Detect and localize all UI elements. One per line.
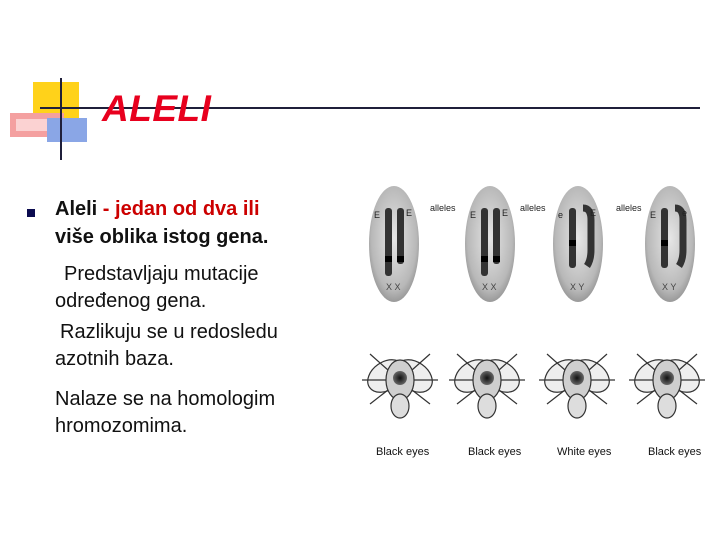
gene-label-1: E (374, 210, 381, 220)
gene-label-2: E (406, 208, 413, 218)
bullet-line-1 (55, 196, 260, 223)
bullet-line-7: Nalaze se na homologim (55, 388, 276, 410)
fly-caption-2: Black eyes (468, 446, 522, 458)
sex-label-3: X Y (570, 282, 585, 292)
gene-label-4: E (502, 208, 509, 218)
bullet-line-5: Razlikuju se u redosledu (60, 321, 278, 343)
fly-2 (449, 353, 526, 418)
bullet-line-4: određenog gena. (55, 290, 207, 312)
term-dash: - (97, 198, 116, 220)
alleles-label-2: alleles (520, 203, 546, 213)
gene-label-8: e (682, 208, 688, 218)
gene-label-5: e (558, 210, 564, 220)
decor-vertical-line (60, 78, 62, 160)
gene-label-6: E (590, 208, 597, 218)
decor-blue-square (47, 118, 87, 142)
bullet-line-2: više oblika istog gena. (55, 226, 269, 248)
fly-1 (362, 353, 438, 418)
sex-label-1: X X (386, 282, 401, 292)
slide-title: ALELI (102, 88, 212, 129)
gene-label-3: E (470, 210, 477, 220)
fly-caption-3: White eyes (557, 446, 612, 458)
fly-caption-4: Black eyes (648, 446, 702, 458)
fly-caption-1: Black eyes (376, 446, 430, 458)
bullet-line-8: hromozomima. (55, 415, 188, 437)
term-definition: jedan od dva ili (115, 198, 260, 220)
alleles-fly-illustration (362, 180, 707, 465)
sex-label-4: X Y (662, 282, 677, 292)
bullet-square-icon (27, 209, 35, 217)
bullet-line-6: azotnih baza. (55, 348, 174, 370)
alleles-label-1: alleles (430, 203, 456, 213)
sex-label-2: X X (482, 282, 497, 292)
alleles-label-3: alleles (616, 203, 642, 213)
fly-4 (629, 353, 706, 418)
bullet-line-3: Predstavljaju mutacije (64, 263, 259, 285)
gene-label-7: E (650, 210, 657, 220)
term-aleli: Aleli (55, 198, 98, 220)
fly-3 (539, 353, 616, 418)
